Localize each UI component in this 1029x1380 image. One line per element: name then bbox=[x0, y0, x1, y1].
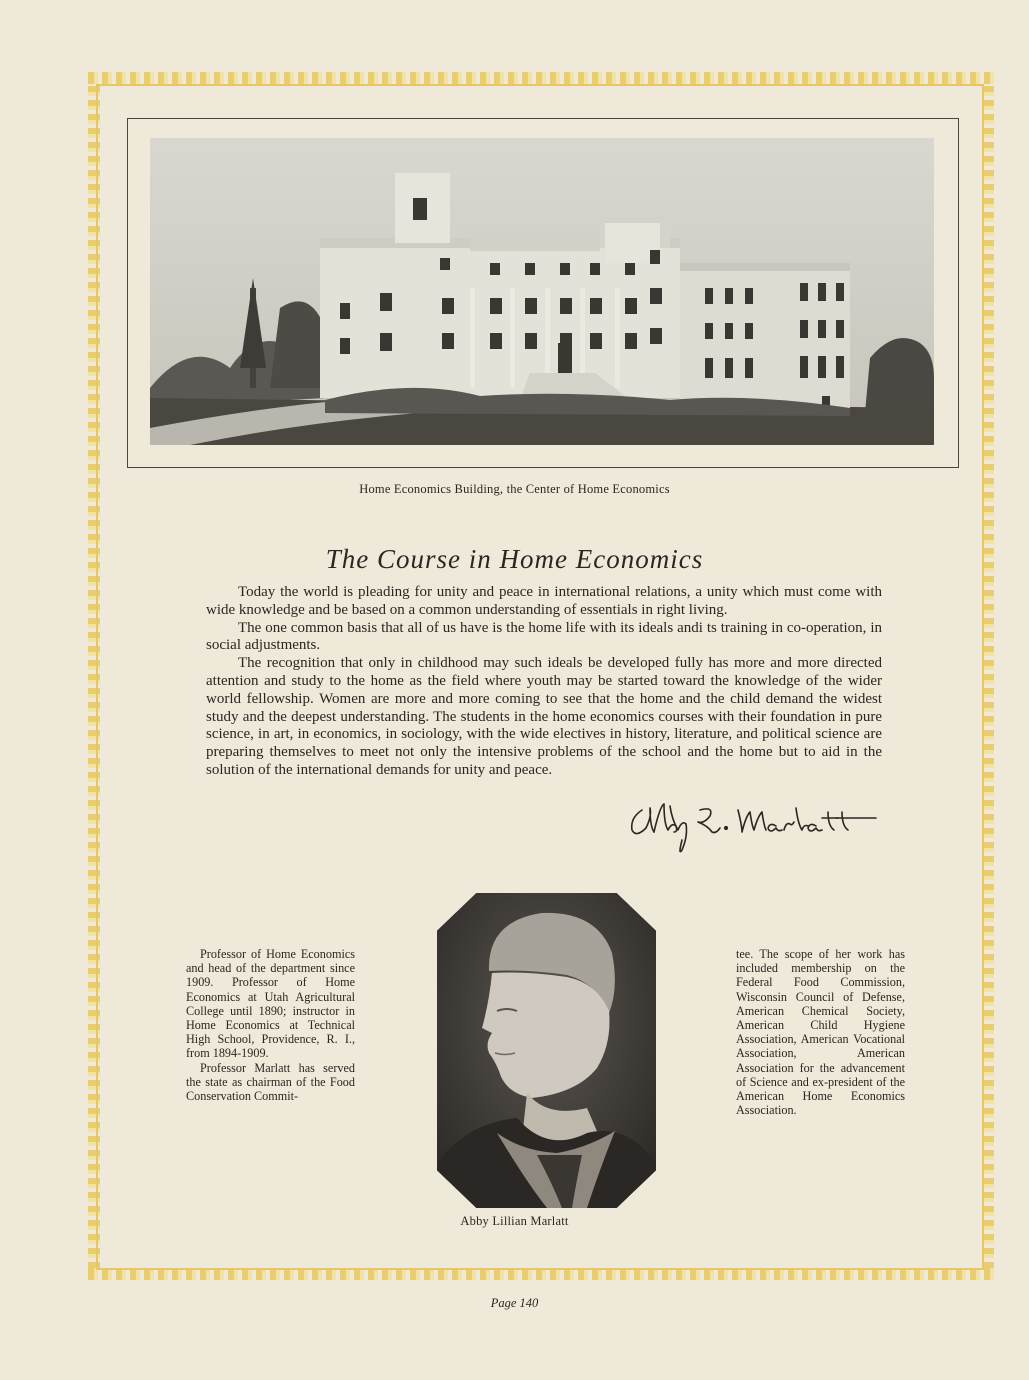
article-title: The Course in Home Economics bbox=[325, 544, 704, 574]
building-illustration bbox=[150, 138, 934, 445]
portrait-caption: Abby Lillian Marlatt bbox=[460, 1214, 569, 1228]
handwritten-signature bbox=[624, 796, 884, 858]
building-photo bbox=[150, 138, 934, 445]
article-body bbox=[206, 584, 882, 780]
bio-right-column bbox=[736, 947, 905, 1117]
article-paragraph: Today the world is pleading for unity and peace in international relations, a unity which must come with wide knowledge and be based on a common understanding of essentials in right living. bbox=[206, 584, 882, 618]
bio-paragraph: tee. The scope of her work has included membership on the Federal Food Commission, Wisconsin Council of Defense, American Chemical Society, American Child Hygiene Association, American Vocational Association, American Association for the advancement of Science and ex-president of the American Home Economics Association. bbox=[736, 947, 905, 1118]
article-paragraph: The recognition that only in childhood may such ideals be developed fully has more and more directed attention and study to the home as the field where youth may be started toward the knowledge of the wider world fellowship. Women are more and more coming to see that the home and the child demand the widest study and the deepest understanding. The students in the home economics courses with their foundation in pure science, in art, in economics, in sociology, with the wide electives in history, literature, and political science are preparing themselves to meet not only the intensive problems of the school and the home but to aid in the solution of the international demands for unity and peace. bbox=[206, 655, 882, 778]
article-paragraph: The one common basis that all of us have is the home life with its ideals andi ts training in co-operation, in social adjustments. bbox=[206, 619, 882, 654]
portrait-illustration bbox=[437, 893, 656, 1208]
photo-caption: Home Economics Building, the Center of Home Economics bbox=[359, 482, 670, 496]
bio-paragraph: Professor Marlatt has served the state as chairman of the Food Conservation Commit- bbox=[186, 1060, 355, 1104]
bio-left-column bbox=[186, 947, 355, 1103]
bio-paragraph: Professor of Home Economics and head of the department since 1909. Professor of Home Economics at Utah Agricultural College until 1890; instructor in Home Economics at Technical High School, Providence, R. I., from 1894-1909. bbox=[186, 947, 355, 1061]
page-number: Page 140 bbox=[490, 1296, 539, 1310]
portrait-photo bbox=[437, 893, 656, 1208]
